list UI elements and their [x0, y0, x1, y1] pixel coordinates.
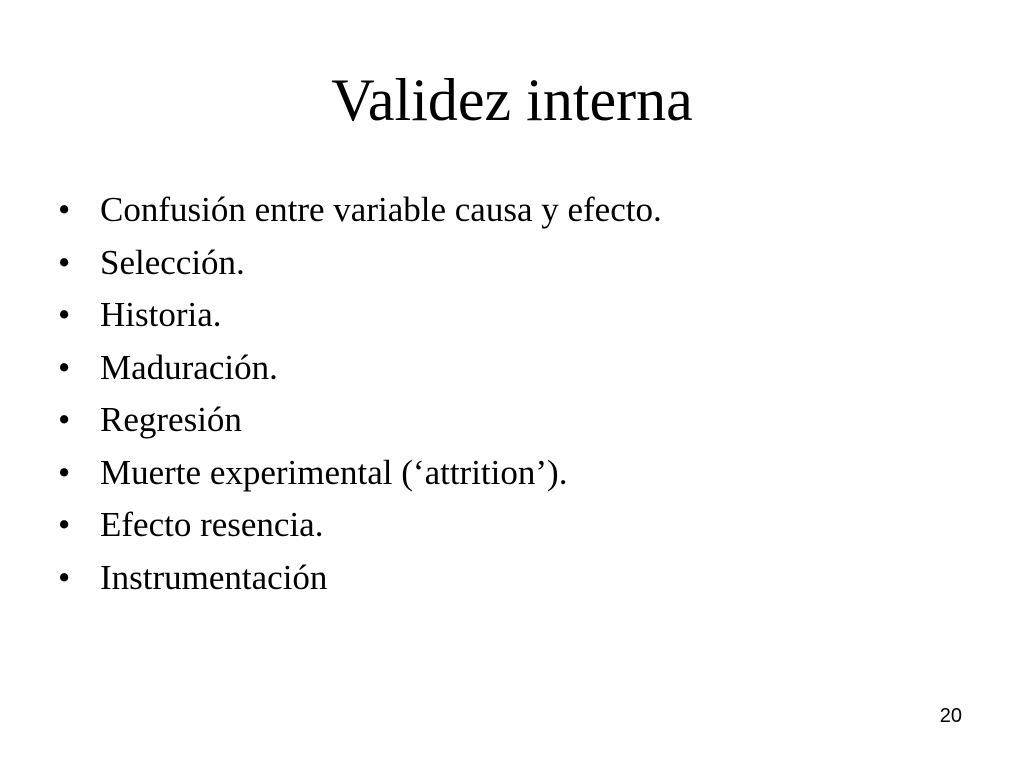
bullet-icon: • [58, 190, 71, 229]
bullet-icon: • [58, 295, 71, 334]
bullet-item [58, 184, 662, 237]
bullet-text: Muerte experimental (‘attrition’). [100, 452, 568, 492]
bullet-text: Efecto resencia. [100, 505, 324, 544]
bullet-text: Historia. [100, 295, 222, 334]
bullet-list [58, 184, 662, 604]
bullet-text: Selección. [100, 242, 245, 282]
bullet-item [58, 289, 662, 342]
bullet-item [58, 342, 662, 395]
bullet-icon: • [58, 400, 71, 439]
bullet-icon: • [58, 242, 71, 282]
slide-title: Validez interna [331, 67, 693, 133]
bullet-item [58, 552, 662, 605]
bullet-text: Regresión [100, 400, 242, 439]
bullet-icon: • [58, 557, 71, 597]
bullet-text: Instrumentación [100, 557, 328, 597]
bullet-item [58, 237, 662, 290]
bullet-item [58, 447, 662, 500]
bullet-icon: • [58, 452, 71, 492]
bullet-icon: • [58, 347, 71, 387]
bullet-item [58, 499, 662, 552]
bullet-text: Confusión entre variable causa y efecto. [100, 190, 662, 229]
page-number: 20 [939, 705, 962, 727]
bullet-icon: • [58, 505, 71, 544]
bullet-text: Maduración. [100, 347, 278, 387]
bullet-item [58, 394, 662, 447]
